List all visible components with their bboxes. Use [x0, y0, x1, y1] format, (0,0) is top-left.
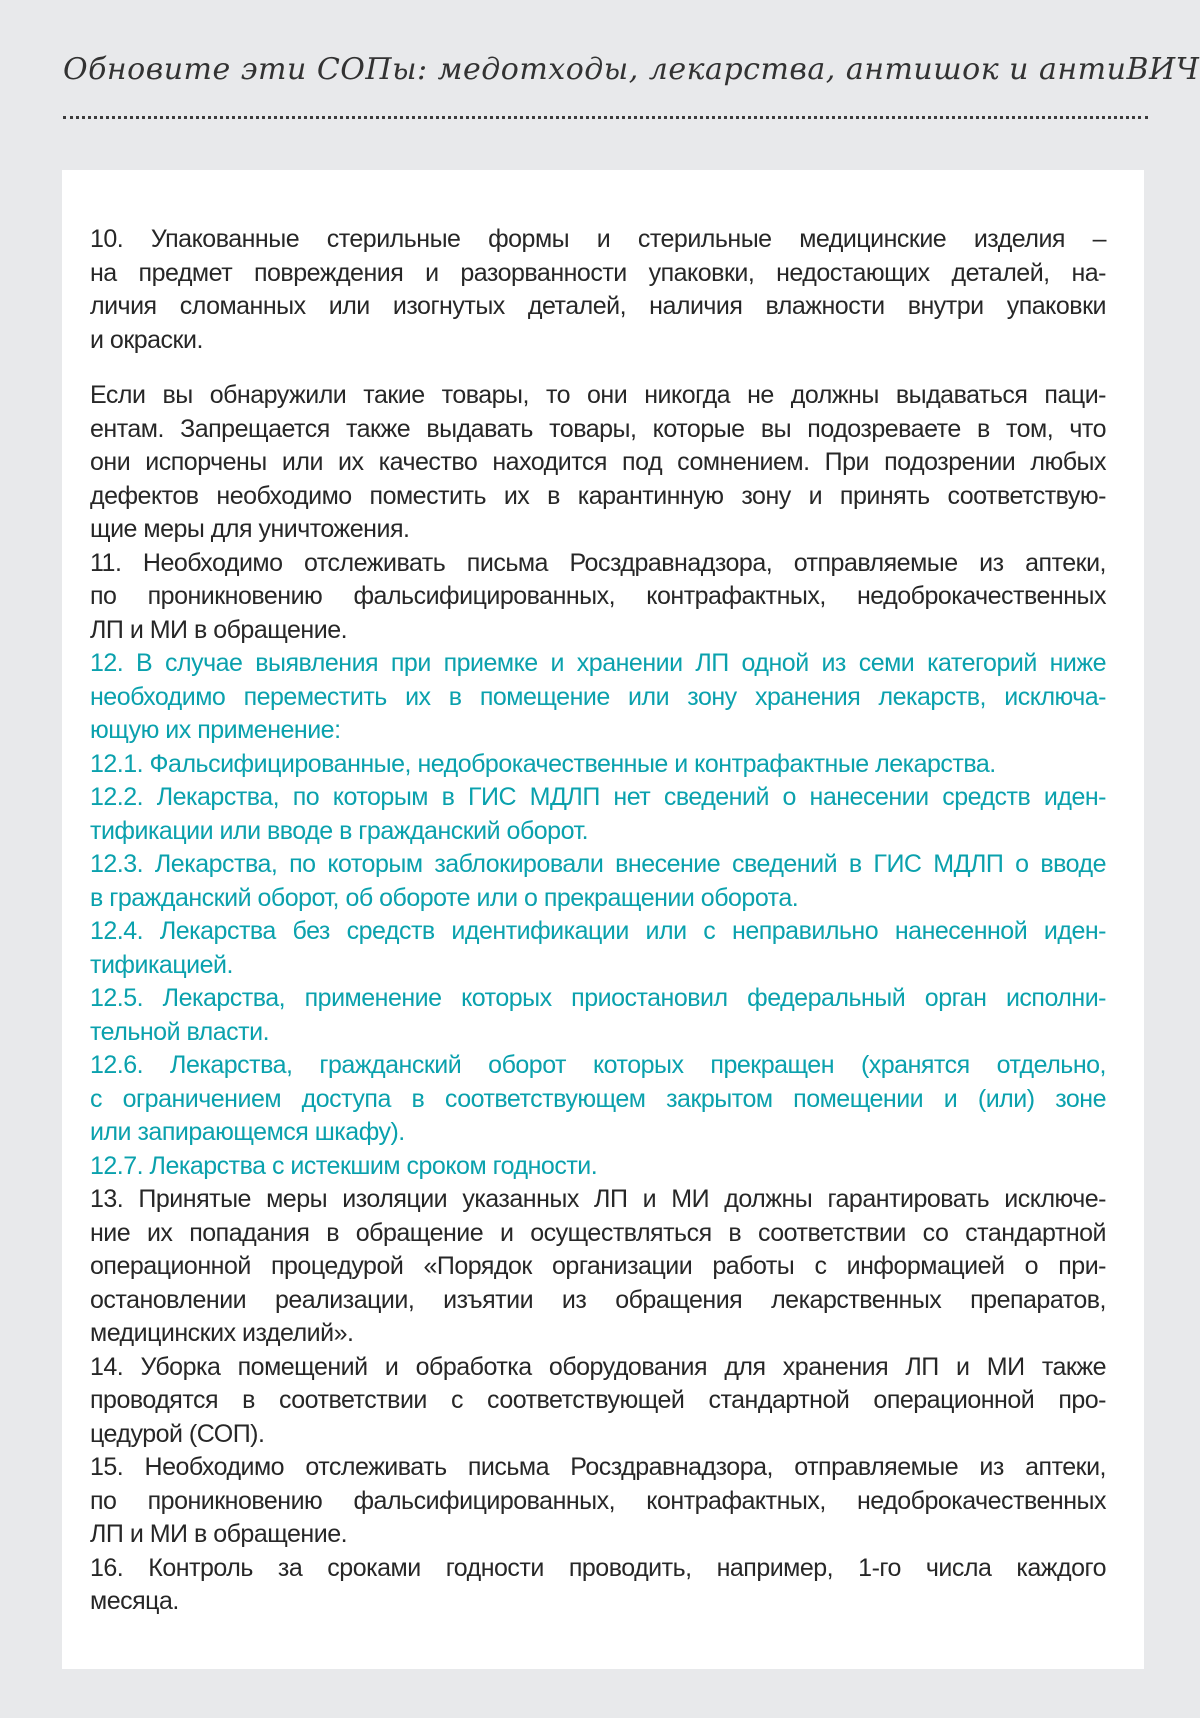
text-line: 12.5. Лекарства, применение которых приостановил федеральный орган исполни- — [90, 984, 1106, 1012]
text-line: ющую их применение: — [90, 716, 341, 744]
text-line: 12.4. Лекарства без средств идентификации или с неправильно нанесенной иден- — [90, 917, 1106, 945]
paragraph — [90, 915, 1106, 982]
content-card — [62, 170, 1144, 1669]
text-line: 12.7. Лекарства с истекшим сроком годности. — [90, 1151, 598, 1180]
text-line: необходимо переместить их в помещение или зону хранения лекарств, исключа- — [90, 682, 1106, 711]
text-line: 14. Уборка помещений и обработка оборудования для хранения ЛП и МИ также — [90, 1352, 1106, 1381]
text-line: 16. Контроль за сроками годности проводить, например, 1-го числа каждого — [90, 1553, 1106, 1582]
text-line: 12.6. Лекарства, гражданский оборот которых прекращен (хранятся отдельно, — [90, 1051, 1106, 1079]
text-line: дефектов необходимо поместить их в карантинную зону и принять соответствую- — [90, 481, 1106, 510]
text-line: на предмет повреждения и разорванности упаковки, недостающих деталей, на- — [90, 258, 1106, 287]
text-line: операционной процедурой «Порядок организации работы с информацией о при- — [90, 1252, 1106, 1280]
text-line: личия сломанных или изогнутых деталей, наличия влажности внутри упаковки — [90, 292, 1106, 320]
text-line: 12. В случае выявления при приемке и хранении ЛП одной из семи категорий ниже — [90, 649, 1106, 677]
paragraph — [90, 1183, 1106, 1351]
paragraph — [90, 1351, 1106, 1452]
text-line: или запирающемся шкафу). — [90, 1118, 405, 1146]
text-line: 11. Необходимо отслеживать письма Росздравнадзора, отправляемые из аптеки, — [90, 548, 1106, 577]
text-line: ЛП и МИ в обращение. — [90, 615, 348, 644]
paragraph — [90, 379, 1106, 547]
paragraph — [90, 848, 1106, 915]
text-line: 12.3. Лекарства, по которым заблокировали внесение сведений в ГИС МДЛП о вводе — [90, 850, 1106, 878]
text-line: в гражданский оборот, об обороте или о прекращении оборота. — [90, 883, 799, 912]
text-line: ентам. Запрещается также выдавать товары, которые вы подозреваете в том, что — [90, 414, 1106, 443]
text-line: 12.1. Фальсифицированные, недоброкачественные и контрафактные лекарства. — [90, 749, 996, 778]
paragraph — [90, 781, 1106, 848]
paragraph — [90, 982, 1106, 1049]
paragraph — [90, 647, 1106, 748]
text-line: проводятся в соответствии с соответствующей стандартной операционной про- — [90, 1386, 1106, 1414]
text-line: тификацией. — [90, 950, 233, 979]
paragraph — [90, 1451, 1106, 1552]
document-body — [90, 223, 1106, 1619]
text-line: ЛП и МИ в обращение. — [90, 1520, 348, 1548]
text-line: и окраски. — [90, 325, 203, 354]
text-line: медицинских изделий». — [90, 1319, 354, 1347]
text-line: месяца. — [90, 1587, 179, 1615]
text-line: Если вы обнаружили такие товары, то они никогда не должны выдаваться паци- — [90, 381, 1106, 409]
text-line: щие меры для уничтожения. — [90, 515, 410, 543]
text-line: 10. Упакованные стерильные формы и стерильные медицинские изделия – — [90, 225, 1106, 253]
text-line: они испорчены или их качество находится под сомнением. При подозрении любых — [90, 448, 1106, 476]
text-line: тификации или вводе в гражданский оборот. — [90, 816, 589, 845]
text-line: цедурой (СОП). — [90, 1419, 265, 1448]
text-line: 12.2. Лекарства, по которым в ГИС МДЛП нет сведений о нанесении средств иден- — [90, 783, 1106, 811]
text-line: по проникновению фальсифицированных, контрафактных, недоброкачественных — [90, 582, 1106, 610]
paragraph — [90, 1049, 1106, 1150]
text-line: по проникновению фальсифицированных, контрафактных, недоброкачественных — [90, 1486, 1106, 1515]
paragraph — [90, 223, 1106, 357]
text-line: 13. Принятые меры изоляции указанных ЛП и МИ должны гарантировать исключе- — [90, 1185, 1106, 1213]
text-line: с ограничением доступа в соответствующем закрытом помещении и (или) зоне — [90, 1084, 1106, 1113]
paragraph — [90, 748, 1106, 782]
text-line: тельной власти. — [90, 1017, 270, 1046]
text-line: 15. Необходимо отслеживать письма Росздравнадзора, отправляемые из аптеки, — [90, 1453, 1106, 1481]
paragraph — [90, 1150, 1106, 1184]
paragraph — [90, 1552, 1106, 1619]
text-line: остановлении реализации, изъятии из обращения лекарственных препаратов, — [90, 1285, 1106, 1314]
text-line: ние их попадания в обращение и осуществляться в соответствии со стандартной — [90, 1218, 1106, 1247]
page-header-title: Обновите эти СОПы: медотходы, лекарства, антишок и антиВИЧ — [63, 52, 1200, 87]
dotted-separator — [63, 104, 1148, 119]
paragraph — [90, 547, 1106, 648]
